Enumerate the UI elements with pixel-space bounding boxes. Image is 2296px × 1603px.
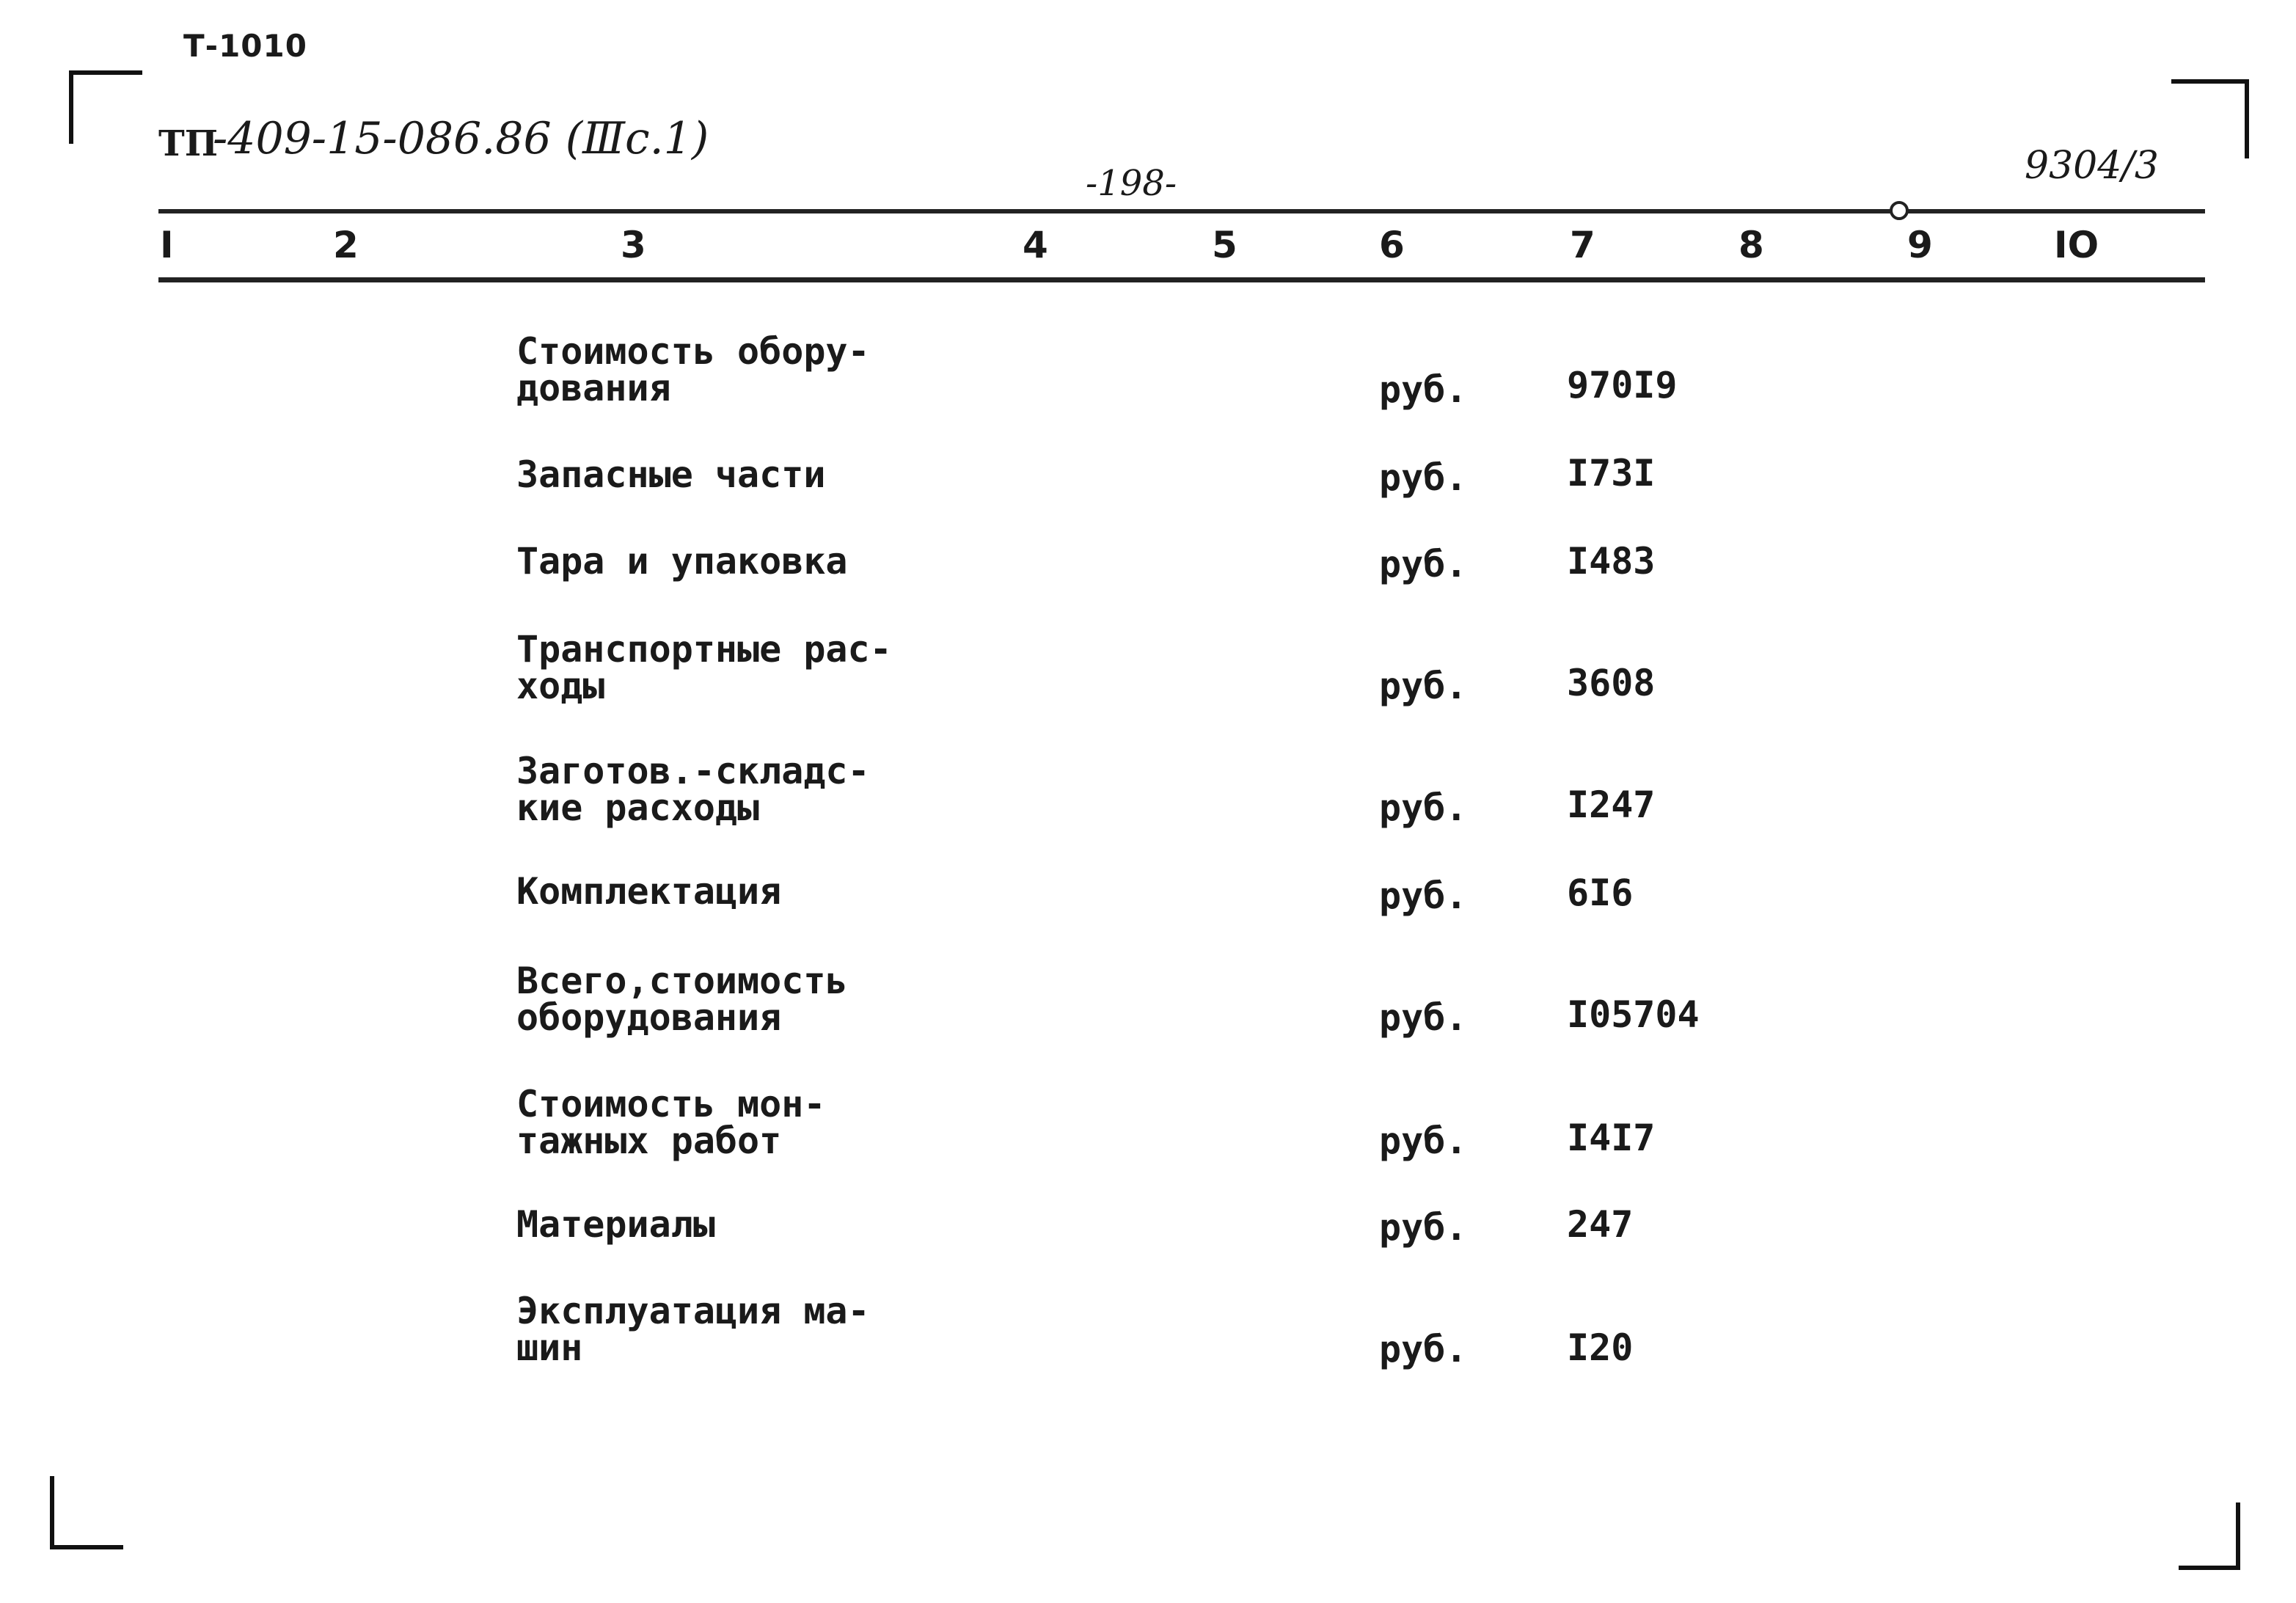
corner-mark-top-left [69, 70, 142, 75]
header-rule-bottom [158, 277, 2205, 282]
column-number-9: 9 [1907, 224, 1933, 266]
row-unit: руб. [1379, 456, 1468, 499]
row-unit: руб. [1379, 543, 1468, 585]
row-name: Стоимость обору- дования [516, 330, 870, 409]
column-number-3: 3 [621, 224, 646, 266]
column-number-8: 8 [1739, 224, 1764, 266]
corner-mark-bottom-left [50, 1545, 123, 1549]
row-value: 6I6 [1567, 872, 1634, 914]
row-value: I483 [1567, 540, 1656, 583]
row-unit: руб. [1379, 1328, 1468, 1370]
row-name: Транспортные рас- ходы [516, 628, 892, 707]
row-unit: руб. [1379, 874, 1468, 917]
row-name: Стоимость мон- тажных работ [516, 1083, 826, 1162]
column-number-4: 4 [1023, 224, 1048, 266]
row-name: Тара и упаковка [516, 540, 848, 583]
project-number: -409-15-086.86 (Ⅲс.1) [213, 113, 709, 164]
corner-mark-bottom-right [2179, 1566, 2240, 1570]
column-number-10: IO [2054, 224, 2099, 266]
document-code: Т-1010 [183, 28, 307, 64]
row-name: Комплектация [516, 870, 782, 913]
row-value: I20 [1567, 1326, 1634, 1369]
row-name: Материалы [516, 1203, 715, 1246]
column-number-5: 5 [1212, 224, 1237, 266]
corner-mark-top-right [2245, 79, 2249, 158]
column-number-1: I [160, 224, 174, 266]
project-prefix: ТП [158, 123, 219, 164]
page-number: -198- [1086, 163, 1177, 204]
rule-circle-mark [1890, 201, 1909, 220]
row-value: 247 [1567, 1203, 1634, 1246]
row-value: I73I [1567, 452, 1656, 494]
corner-mark-bottom-right [2236, 1502, 2240, 1570]
inventory-number: 9304/3 [2025, 144, 2159, 188]
row-name: Запасные части [516, 453, 826, 496]
row-value: I4I7 [1567, 1117, 1656, 1159]
row-name: Заготов.-складс- кие расходы [516, 750, 870, 829]
row-value: I05704 [1567, 993, 1700, 1036]
row-unit: руб. [1379, 1206, 1468, 1249]
column-number-2: 2 [333, 224, 359, 266]
column-number-6: 6 [1379, 224, 1405, 266]
row-value: 970I9 [1567, 364, 1678, 406]
corner-mark-top-right [2171, 79, 2249, 84]
row-value: 3608 [1567, 662, 1656, 704]
row-unit: руб. [1379, 996, 1468, 1039]
corner-mark-bottom-left [50, 1476, 54, 1549]
corner-mark-top-left [69, 70, 73, 144]
row-unit: руб. [1379, 665, 1468, 707]
row-name: Всего,стоимость оборудования [516, 960, 848, 1039]
column-number-7: 7 [1570, 224, 1595, 266]
row-unit: руб. [1379, 1120, 1468, 1162]
row-unit: руб. [1379, 368, 1468, 411]
row-unit: руб. [1379, 786, 1468, 829]
row-value: I247 [1567, 784, 1656, 826]
row-name: Эксплуатация ма- шин [516, 1290, 870, 1369]
